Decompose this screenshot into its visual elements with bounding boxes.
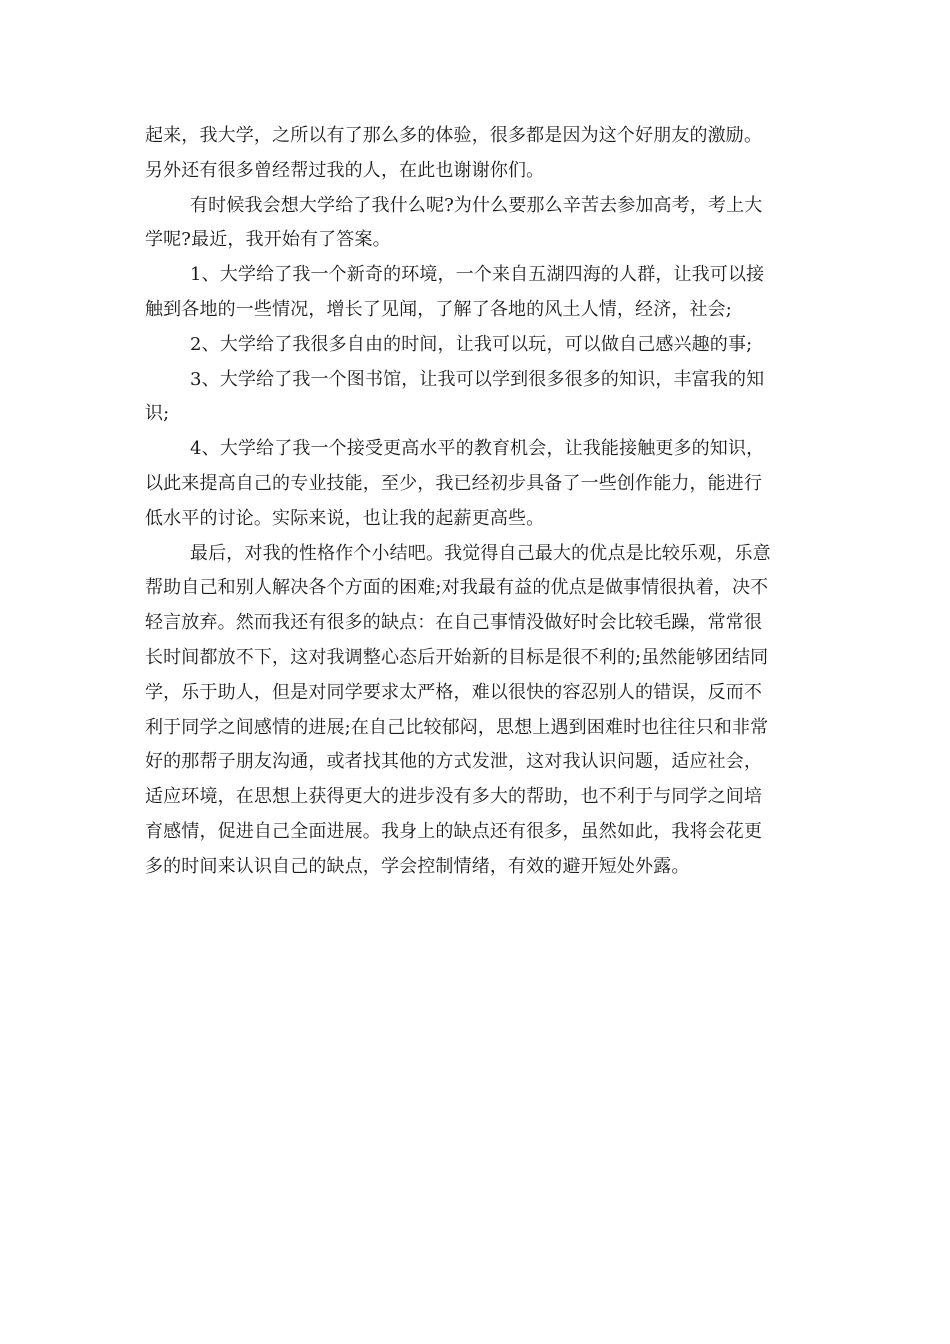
- text-line: 学呢?最近，我开始有了答案。: [145, 229, 391, 251]
- text-line: 以此来提高自己的专业技能，至少，我已经初步具备了一些创作能力，能进行: [145, 472, 763, 494]
- text-line: 多的时间来认识自己的缺点，学会控制情绪，有效的避开短处外露。: [145, 855, 690, 877]
- document-body: [145, 119, 810, 885]
- text-line: 3、大学给了我一个图书馆，让我可以学到很多很多的知识，丰富我的知: [190, 368, 765, 390]
- text-line: 帮助自己和别人解决各个方面的困难;对我最有益的优点是做事情很执着，决不: [145, 577, 769, 599]
- text-line: 识;: [145, 403, 170, 425]
- text-line: 利于同学之间感情的进展;在自己比较郁闷，思想上遇到困难时也往往只和非常: [145, 716, 769, 738]
- text-line: 4、大学给了我一个接受更高水平的教育机会，让我能接触更多的知识，: [190, 438, 765, 460]
- text-line: 有时候我会想大学给了我什么呢?为什么要那么辛苦去参加高考，考上大: [190, 194, 763, 216]
- text-line: 低水平的讨论。实际来说，也让我的起薪更高些。: [145, 507, 545, 529]
- text-line: 长时间都放不下，这对我调整心态后开始新的目标是很不利的;虽然能够团结同: [145, 646, 769, 668]
- text-line: 适应环境，在思想上获得更大的进步没有多大的帮助，也不利于与同学之间培: [145, 786, 763, 808]
- text-line: 学，乐于助人，但是对同学要求太严格，难以很快的容忍别人的错误，反而不: [145, 681, 763, 703]
- text-line: 触到各地的一些情况，增长了见闻，了解了各地的风土人情，经济，社会;: [145, 298, 733, 320]
- text-line: 起来，我大学，之所以有了那么多的体验，很多都是因为这个好朋友的激励。: [145, 125, 763, 146]
- text-line: 轻言放弃。然而我还有很多的缺点：在自己事情没做好时会比较毛躁，常常很: [145, 612, 763, 634]
- text-line: 育感情，促进自己全面进展。我身上的缺点还有很多，虽然如此，我将会花更: [145, 820, 763, 842]
- text-line: 1、大学给了我一个新奇的环境，一个来自五湖四海的人群，让我可以接: [190, 264, 765, 286]
- text-line: 2、大学给了我很多自由的时间，让我可以玩，可以做自己感兴趣的事;: [190, 333, 753, 355]
- text-line: 另外还有很多曾经帮过我的人，在此也谢谢你们。: [145, 159, 545, 181]
- text-line: 最后，对我的性格作个小结吧。我觉得自己最大的优点是比较乐观，乐意: [190, 542, 771, 564]
- text-line: 好的那帮子朋友沟通，或者找其他的方式发泄，这对我认识问题，适应社会，: [145, 751, 763, 773]
